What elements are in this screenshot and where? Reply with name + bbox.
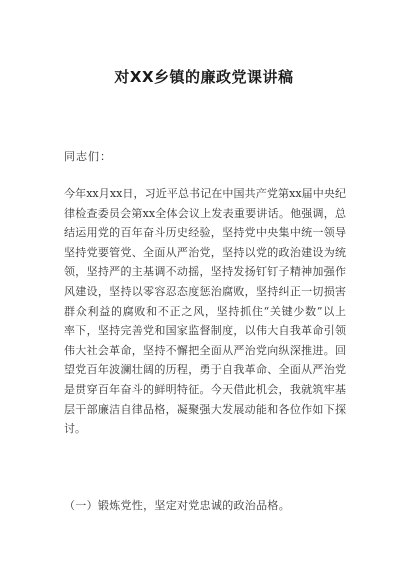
- body-paragraph: [64, 184, 346, 439]
- section-heading: （一）锻炼党性，坚定对党忠诚的政治品格。: [64, 499, 290, 512]
- paragraph-line: 层干部廉洁自律品格，凝聚强大发展动能和各位作如下探: [64, 402, 346, 416]
- paragraph-line: 风建设，坚持以零容忍态度惩治腐败，坚持纠正一切损害: [64, 284, 346, 298]
- paragraph-line: 坚持党要管党、全面从严治党，坚持以党的政治建设为统: [64, 245, 346, 259]
- document-title: 对XX乡镇的廉政党课讲稿: [114, 68, 294, 86]
- salutation: 同志们：: [64, 150, 112, 163]
- paragraph-line: 望党百年波澜壮阔的历程，勇于自我革命、全面从严治党: [64, 363, 346, 377]
- paragraph-line: 群众利益的腐败和不正之风，坚持抓住“关键少数”以上: [64, 304, 346, 318]
- paragraph-line: 今年xx月xx日，习近平总书记在中国共产党第xx届中央纪: [64, 187, 346, 200]
- paragraph-line: 律检查委员会第xx全体会议上发表重要讲话。他强调，总: [64, 206, 346, 220]
- paragraph-line: 伟大社会革命，坚持不懈把全面从严治党向纵深推进。回: [64, 343, 346, 357]
- paragraph-line: 讨。: [64, 422, 86, 436]
- paragraph-line: 是贯穿百年奋斗的鲜明特征。今天借此机会，我就筑牢基: [64, 382, 346, 396]
- paragraph-line: 领，坚持严的主基调不动摇，坚持发扬钉钉子精神加强作: [64, 265, 346, 279]
- paragraph-line: 率下，坚持完善党和国家监督制度，以伟大自我革命引领: [64, 324, 346, 338]
- paragraph-line: 结运用党的百年奋斗历史经验，坚持党中央集中统一领导: [64, 226, 346, 240]
